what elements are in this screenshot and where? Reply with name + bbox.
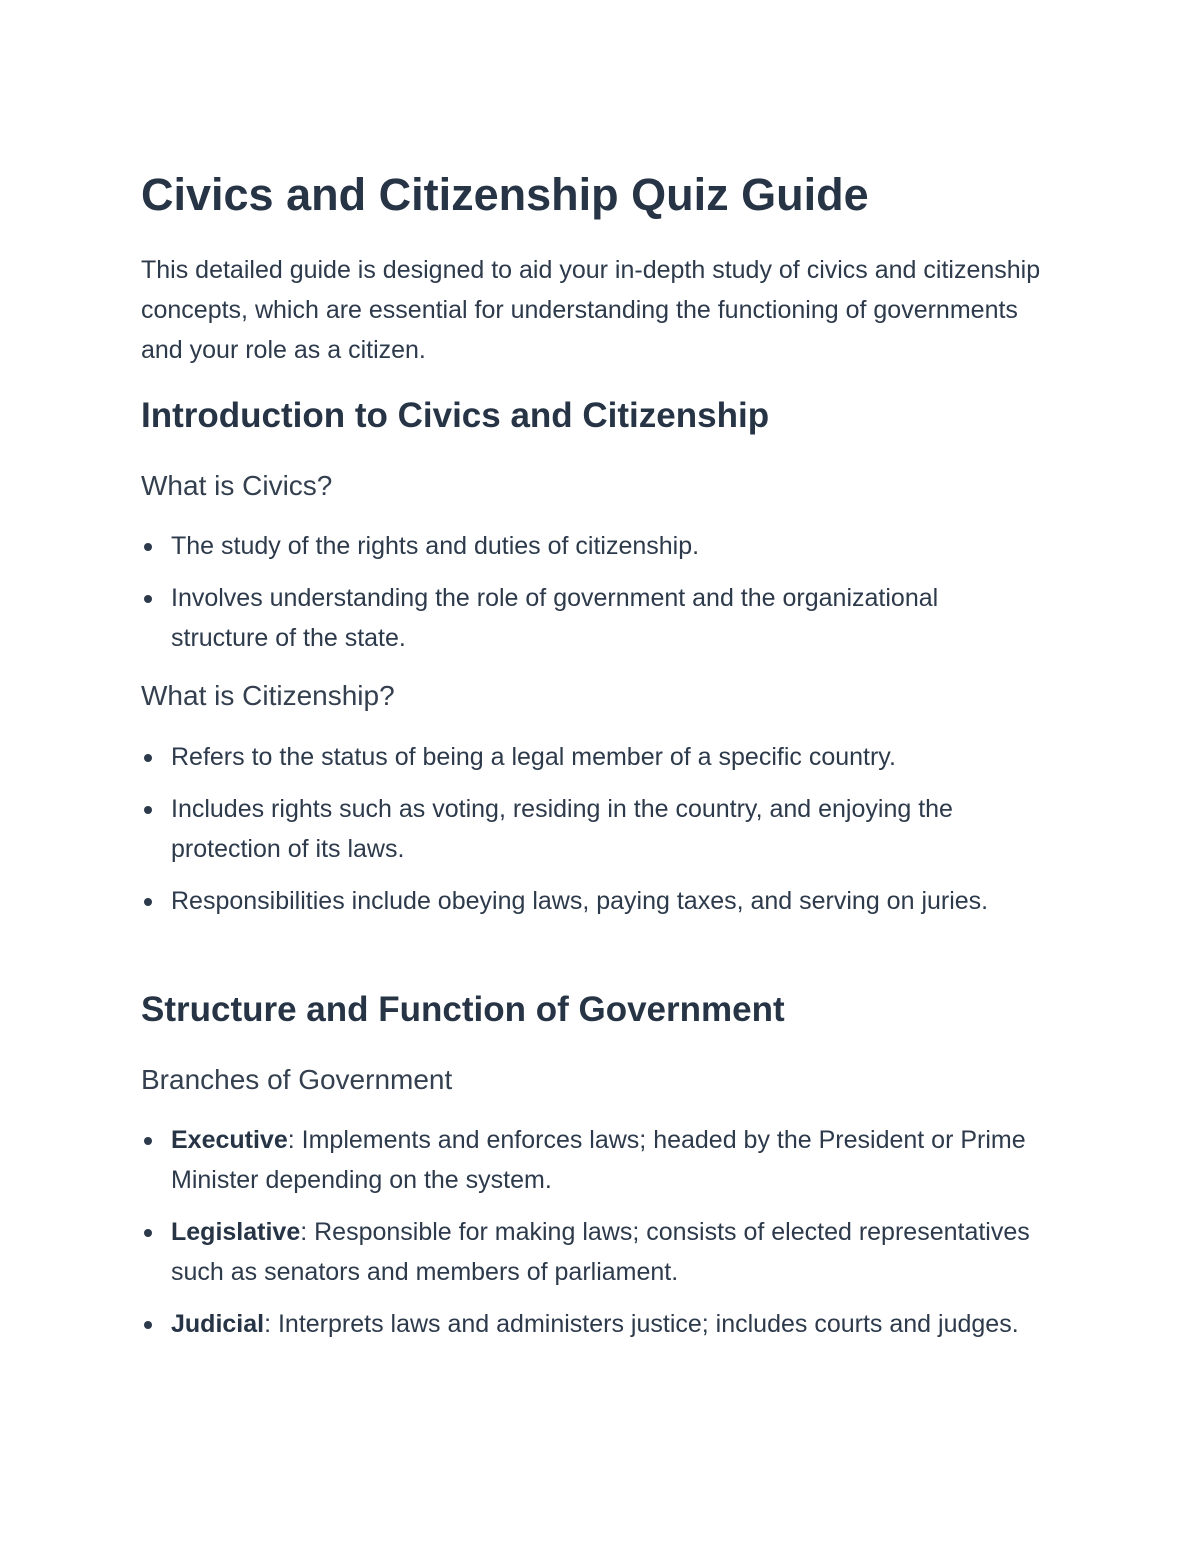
citizenship-list — [141, 737, 1041, 933]
branches-list — [141, 1120, 1041, 1356]
list-item-legislative — [141, 1212, 1041, 1292]
civics-list — [141, 526, 1041, 670]
subsection-heading-branches: Branches of Government — [141, 1064, 453, 1095]
list-item: Involves understanding the role of government and the organizational structure of the state. — [141, 578, 1041, 658]
definition-executive: : Implements and enforces laws; headed by the President or Prime Minister depending on the system. — [171, 1126, 1026, 1194]
term-legislative: Legislative — [171, 1218, 301, 1246]
list-item: The study of the rights and duties of citizenship. — [141, 526, 1041, 566]
term-executive: Executive — [171, 1126, 288, 1154]
subsection-heading-what-is-citizenship: What is Citizenship? — [141, 680, 395, 711]
list-item: Responsibilities include obeying laws, paying taxes, and serving on juries. — [141, 881, 1041, 921]
list-item-executive — [141, 1120, 1041, 1200]
list-item: Includes rights such as voting, residing in the country, and enjoying the protection of its laws. — [141, 789, 1041, 869]
definition-legislative: : Responsible for making laws; consists of elected representatives such as senators and members of parliament. — [171, 1218, 1030, 1286]
list-item-judicial — [141, 1304, 1041, 1344]
intro-paragraph: This detailed guide is designed to aid your in-depth study of civics and citizenship concepts, which are essential for understanding the functioning of governments and your role as a citizen. — [141, 256, 1041, 364]
section-heading-structure-of-government: Structure and Function of Government — [141, 990, 785, 1029]
subsection-heading-what-is-civics: What is Civics? — [141, 470, 333, 501]
page-title: Civics and Citizenship Quiz Guide — [141, 169, 869, 220]
list-item: Refers to the status of being a legal member of a specific country. — [141, 737, 1041, 777]
section-heading-introduction: Introduction to Civics and Citizenship — [141, 396, 770, 435]
term-judicial: Judicial — [171, 1310, 265, 1338]
definition-judicial: : Interprets laws and administers justice; includes courts and judges. — [264, 1310, 1019, 1338]
